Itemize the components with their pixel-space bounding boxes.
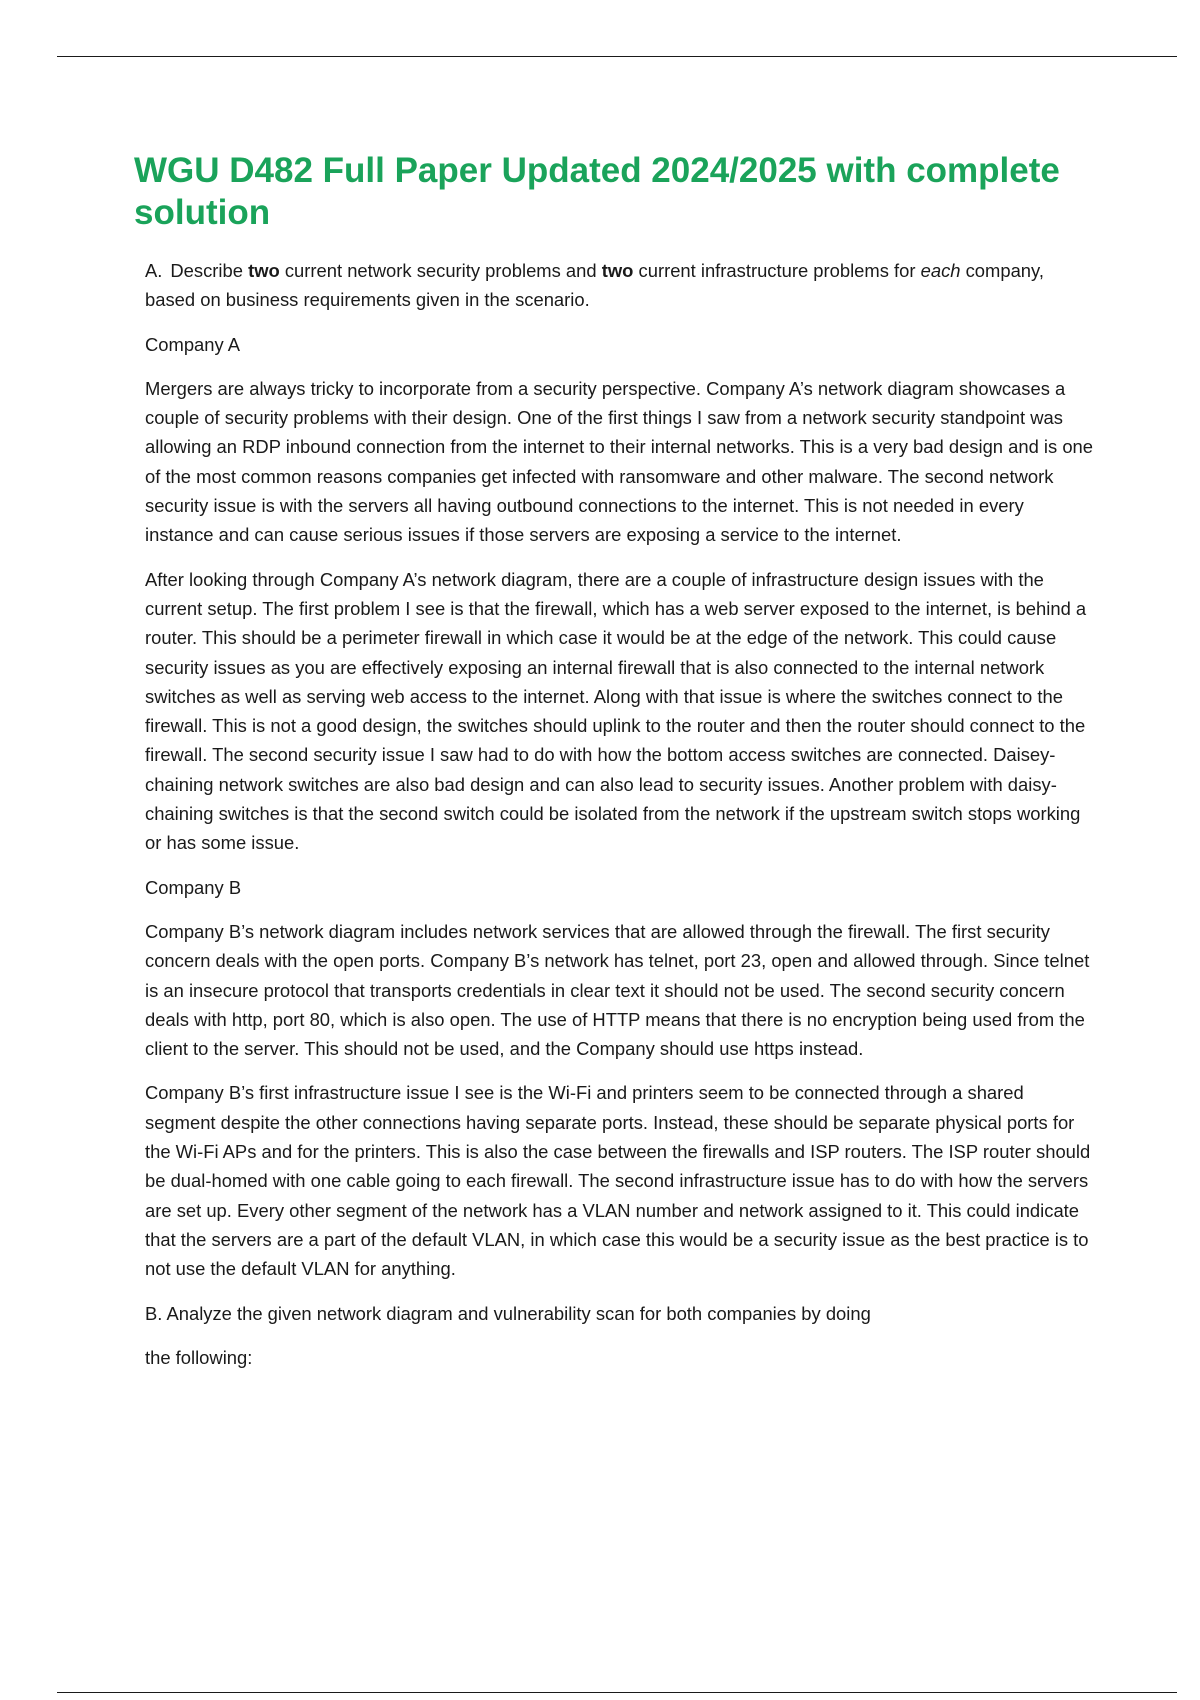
company-b-heading: Company B [145,876,242,898]
question-a-text-1: Describe [170,260,249,281]
question-a-text-2: current network security problems and [279,260,602,281]
question-a-letter: A. [145,260,163,281]
company-a-paragraph-1: Mergers are always tricky to incorporate from a security perspective. Company A’s network diagram showcases a couple of security problems with their design. One of the first things I saw from a network security standpoint was allowing an RDP inbound connection from the internet to their internal networks. This is a very bad design and is one of the most common reasons companies get infected with ransomware and other malware. The second network security issue is with the servers all having outbound connections to the internet. This is not needed in every instance and can cause serious issues if those servers are exposing a service to the internet. [145,377,1094,546]
bottom-rule [57,1692,1177,1693]
page-title: WGU D482 Full Paper Updated 2024/2025 with complete solution [134,151,1060,232]
document-body [145,256,1093,1387]
top-rule [57,56,1177,57]
company-b-paragraph-2: Company B’s first infrastructure issue I see is the Wi-Fi and printers seem to be connected through a shared segment despite the other connections having separate ports. Instead, these should be separate physical ports for the Wi-Fi APs and for the printers. This is also the case between the firewalls and ISP routers. The ISP router should be dual-homed with one cable going to each firewall. The second infrastructure issue has to do with how the servers are set up. Every other segment of the network has a VLAN number and network assigned to it. This could indicate that the servers are a part of the default VLAN, in which case this would be a security issue as the best practice is to not use the default VLAN for anything. [145,1082,1091,1280]
company-b-paragraph-1: Company B’s network diagram includes network services that are allowed through the firewall. The first security concern deals with the open ports. Company B’s network has telnet, port 23, open and allowed through. Since telnet is an insecure protocol that transports credentials in clear text it should not be used. The second security concern deals with http, port 80, which is also open. The use of HTTP means that there is no encryption being used from the client to the server. This should not be used, and the Company should use https instead. [145,920,1090,1060]
question-b-line-1: B. Analyze the given network diagram and vulnerability scan for both companies by doing [145,1302,871,1324]
question-a-text-4: company, based on business requirements given in the scenario. [145,260,1044,311]
question-a-bold-2: two [601,260,634,281]
question-a-italic: each [920,260,961,281]
question-a [145,256,1093,315]
question-a-text-3: current infrastructure problems for [633,260,921,281]
question-b-line-2: the following: [145,1346,253,1368]
question-a-bold-1: two [248,260,280,281]
company-a-heading: Company A [145,333,241,355]
company-a-paragraph-2: After looking through Company A’s network diagram, there are a couple of infrastructure design issues with the current setup. The first problem I see is that the firewall, which has a web server exposed to the internet, is behind a router. This should be a perimeter firewall in which case it would be at the edge of the network. This could cause security issues as you are effectively exposing an internal firewall that is also connected to the internal network switches as well as serving web access to the internet. Along with that issue is where the switches connect to the firewall. This is not a good design, the switches should uplink to the router and then the router should connect to the firewall. The second security issue I saw had to do with how the bottom access switches are connected. Daisey-chaining network switches are also bad design and can also lead to security issues. Another problem with daisy-chaining switches is that the second switch could be isolated from the network if the upstream switch stops working or has some issue. [145,568,1087,854]
